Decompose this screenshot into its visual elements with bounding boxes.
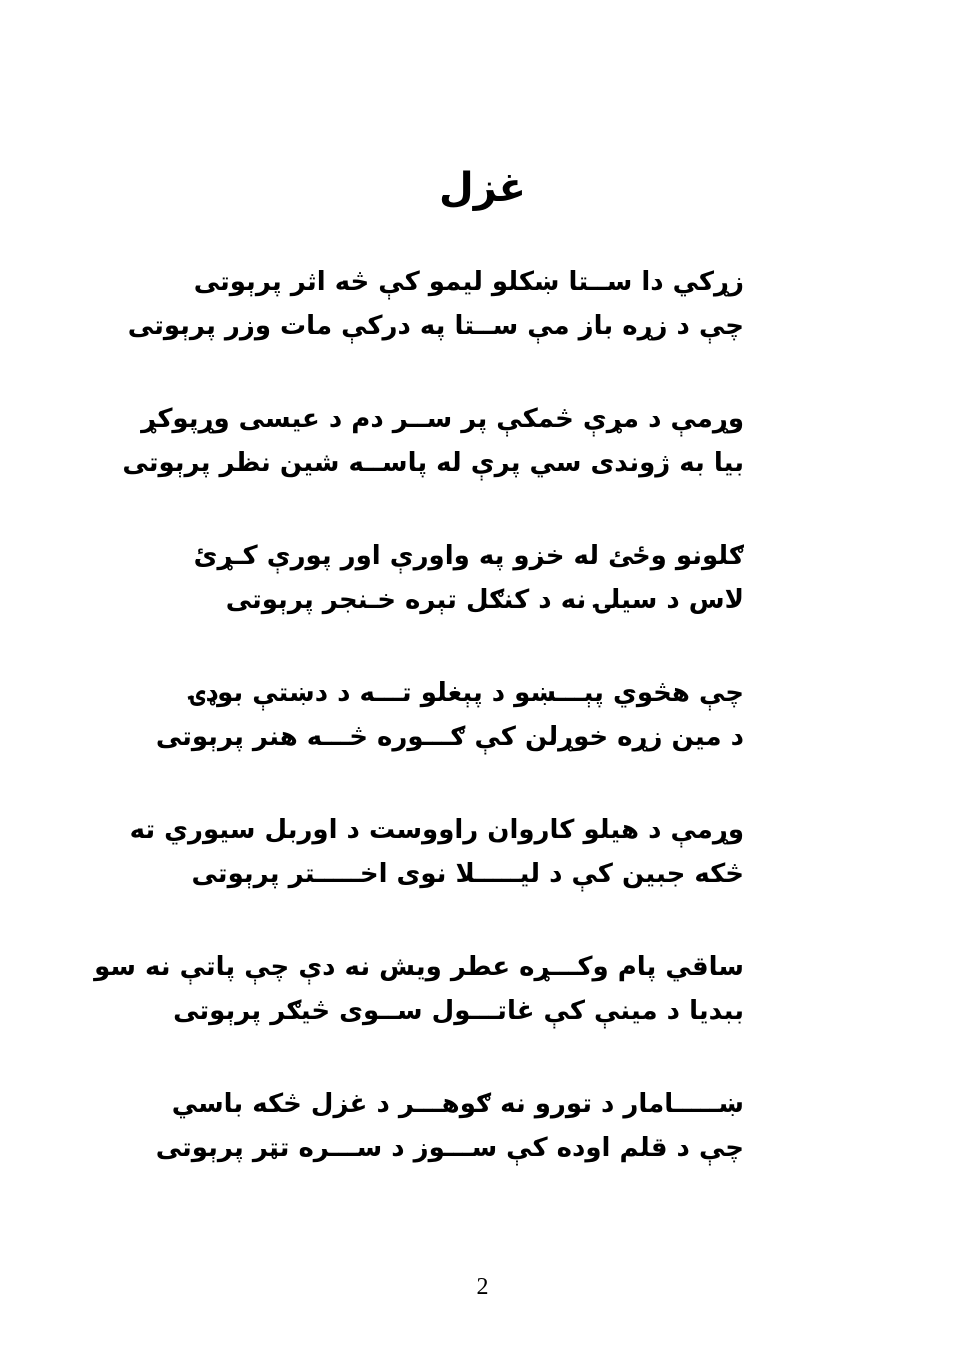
verse-line: د مين زړه خوړلن کې ګـــوره څـــه هنر پرېوتی bbox=[155, 722, 744, 752]
verse-line: ساقي پام وکـــړه عطر ويش نه دې چې پاتې نه سو bbox=[94, 952, 744, 982]
poem-title: غزل bbox=[439, 165, 526, 211]
verse-line: وړمې د هيلو کاروان راووست د اوربل سيوري ته bbox=[129, 815, 744, 845]
couplet bbox=[127, 260, 744, 348]
verse-line: وړمې د مړې څمکې پر ســر دم د عيسی وړپوکړ bbox=[141, 404, 744, 434]
couplet bbox=[122, 397, 744, 485]
couplet bbox=[193, 534, 744, 622]
verse-line: چې د قلم اوده کې ســـوز د ســـره تټر پرېوتی bbox=[155, 1133, 744, 1163]
page-number: 2 bbox=[476, 1274, 489, 1300]
couplet bbox=[94, 945, 744, 1033]
couplet bbox=[155, 671, 744, 759]
verse-line: څکه جبين کې د ليـــــلا نوی اخـــــتر پرېوتی bbox=[191, 859, 744, 889]
couplet bbox=[129, 808, 744, 896]
couplet bbox=[155, 1082, 744, 1170]
verse-line: ښـــــامار د تورو نه ګوهـــر د غزل څکه باسي bbox=[171, 1089, 744, 1119]
verse-line: لاس د سيلۍ نه د کنګل تېره خـنجر پرېوتی bbox=[225, 585, 744, 615]
verse-line: چې هڅوي پېـــښو د پېغلو تـــه د دښتې بوډۍ bbox=[190, 678, 744, 708]
verse-line: ګلونو وځئ له خزو په واورې اور پورې کـړئ bbox=[193, 541, 744, 571]
verse-line: ببديا د مينې کې غاتـــول ســوی څيګر پرېوتی bbox=[173, 996, 744, 1026]
poem-body bbox=[94, 260, 744, 1219]
verse-line: چې د زړه باز مې ســتا په درکې مات وزر پرېوتی bbox=[127, 311, 744, 341]
verse-line: زړکي دا ســتا ښکلو ليمو کې څه اثر پرېوتی bbox=[193, 267, 744, 297]
verse-line: بيا به ژوندی سي پرې له پاســه شين نظر پرېوتی bbox=[122, 448, 744, 478]
